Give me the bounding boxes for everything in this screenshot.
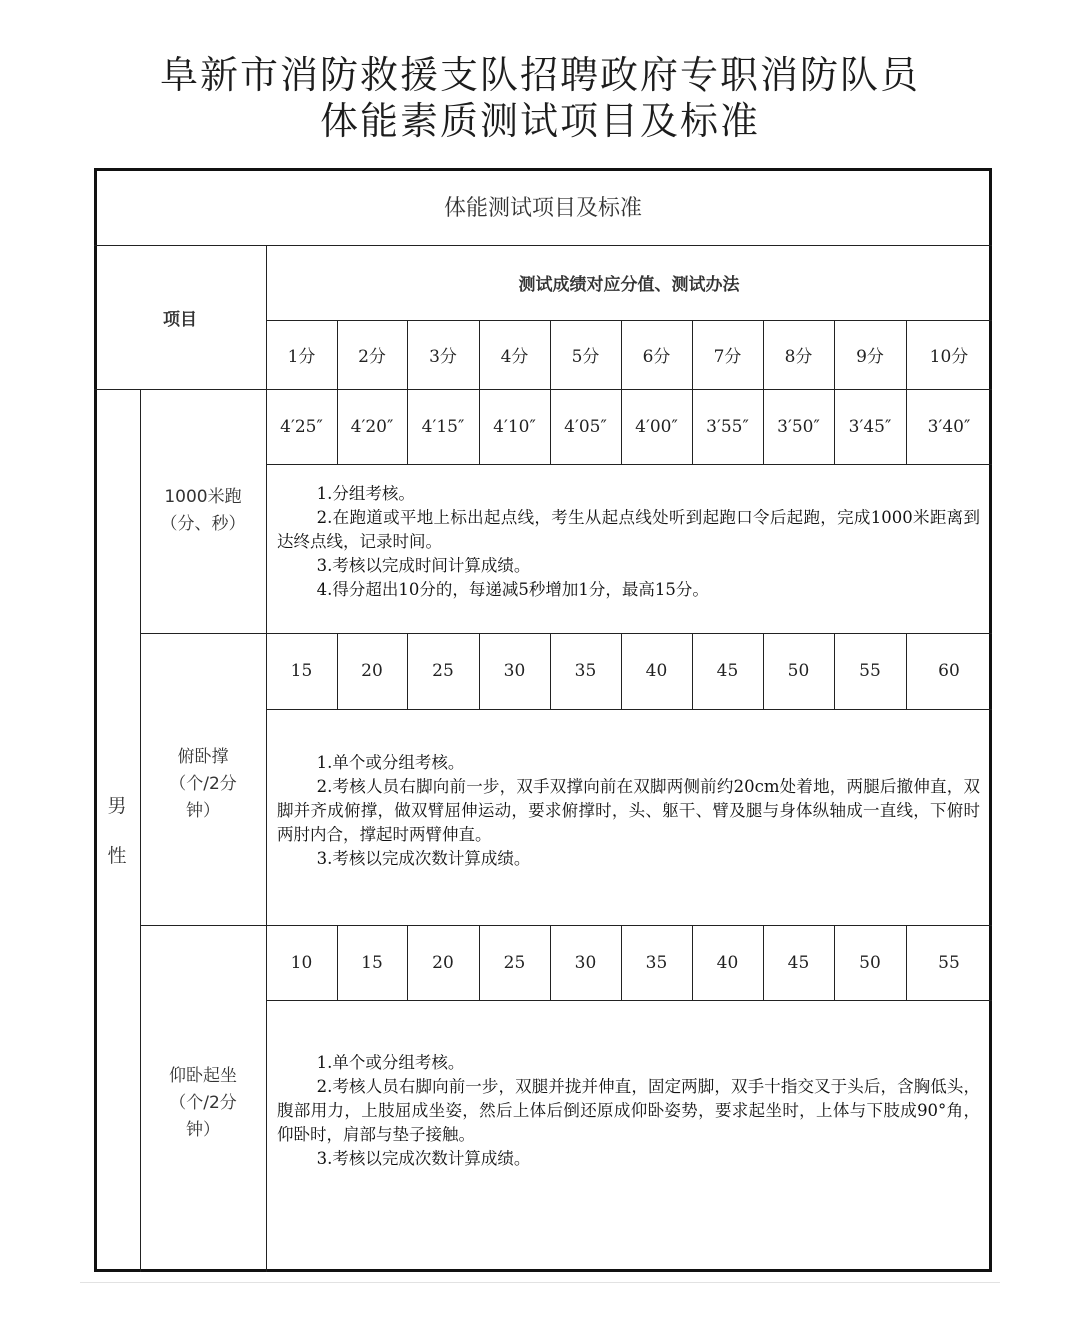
test-method-description	[267, 709, 990, 925]
score-column-line	[906, 320, 907, 389]
value-column-line	[906, 633, 907, 709]
gender-char: 性	[107, 844, 127, 867]
standard-value-cell: 3′50″	[777, 416, 820, 437]
item-name-line: 仰卧起坐	[169, 1066, 237, 1086]
value-column-line	[621, 925, 622, 1000]
standard-value-cell: 35	[645, 952, 668, 973]
standard-value-cell: 55	[938, 952, 960, 973]
method-step: 3.考核以完成次数计算成绩。	[316, 849, 531, 868]
standard-value-cell: 4′25″	[280, 416, 323, 437]
method-text	[277, 1051, 980, 1171]
value-column-line	[479, 389, 480, 464]
standard-value-cell: 4′15″	[421, 416, 465, 437]
method-step: 1.单个或分组考核。	[316, 753, 465, 772]
value-column-line	[550, 925, 551, 1000]
method-text	[277, 482, 980, 602]
standard-value-cell: 3′55″	[706, 416, 749, 437]
method-step: 3.考核以完成次数计算成绩。	[316, 1149, 531, 1168]
score-header-cell: 5分	[571, 347, 600, 367]
score-column-line	[834, 320, 835, 389]
gender-char: 男	[107, 794, 127, 817]
standard-value-cell: 15	[361, 952, 383, 973]
standard-value-cell: 30	[503, 661, 526, 681]
score-header-cell: 10分	[929, 347, 969, 367]
standard-value-cell: 15	[290, 661, 313, 681]
value-column-line	[834, 633, 835, 709]
score-header-cell: 4分	[500, 347, 529, 367]
score-header-cell: 2分	[358, 347, 386, 367]
value-column-line	[407, 925, 408, 1000]
score-method-header: 测试成绩对应分值、测试办法	[518, 275, 740, 295]
value-column-line	[337, 925, 338, 1000]
item-name-line: 钟）	[186, 1120, 220, 1140]
score-column-line	[763, 320, 764, 389]
method-text	[277, 751, 980, 871]
value-column-line	[763, 389, 764, 464]
score-header-cell: 9分	[856, 347, 884, 367]
item-name-line: 俯卧撑	[177, 746, 229, 767]
value-column-line	[692, 633, 693, 709]
document-title-line-1: 阜新市消防救援支队招聘政府专职消防队员	[159, 53, 920, 97]
standard-value-cell: 4′00″	[635, 416, 678, 437]
value-column-line	[550, 633, 551, 709]
score-column-line	[550, 320, 551, 389]
item-name	[140, 925, 266, 1272]
standard-value-cell: 25	[503, 952, 526, 973]
standard-value-cell: 35	[574, 661, 597, 681]
page-divider	[80, 1282, 1000, 1283]
standard-value-cell: 4′20″	[350, 416, 394, 437]
value-column-line	[407, 389, 408, 464]
standard-value-cell: 3′40″	[927, 416, 971, 437]
value-column-line	[337, 389, 338, 464]
item-name-line: （分、秒）	[160, 514, 246, 534]
value-column-line	[621, 633, 622, 709]
gender-label	[94, 389, 140, 1272]
standard-value-cell: 4′05″	[564, 416, 607, 437]
value-column-line	[692, 925, 693, 1000]
item-header: 项目	[163, 309, 197, 330]
standard-value-cell: 20	[361, 661, 383, 681]
score-column-line	[621, 320, 622, 389]
method-step: 2.考核人员右脚向前一步，双腿并拢并伸直，固定两脚，双手十指交叉于头后，含胸低头，腹部用力，上肢屈成坐姿，然后上体后倒还原成仰卧姿势，要求起坐时，上体与下肢成90°角，仰卧时，肩部与垫子接触。	[277, 1077, 980, 1144]
value-column-line	[479, 633, 480, 709]
method-step: 3.考核以完成时间计算成绩。	[316, 555, 531, 575]
score-header-cell: 7分	[713, 347, 742, 367]
value-column-line	[763, 633, 764, 709]
value-column-line	[906, 925, 907, 1000]
value-column-line	[337, 633, 338, 709]
value-column-line	[550, 389, 551, 464]
value-column-line	[763, 925, 764, 1000]
standard-value-cell: 55	[859, 661, 881, 681]
value-column-line	[906, 389, 907, 464]
score-column-line	[479, 320, 480, 389]
score-column-line	[337, 320, 338, 389]
score-header-cell: 8分	[784, 347, 813, 367]
method-step: 2.在跑道或平地上标出起点线，考生从起点线处听到起跑口令后起跑，完成1000米距离到达终点线，记录时间。	[277, 507, 980, 551]
score-header-cell: 1分	[287, 347, 316, 367]
method-step: 1.分组考核。	[316, 483, 415, 503]
standard-value-cell: 60	[938, 661, 960, 681]
standard-value-cell: 50	[787, 661, 810, 681]
standard-value-cell: 45	[787, 952, 810, 973]
standard-value-cell: 25	[432, 661, 454, 681]
value-column-line	[479, 925, 480, 1000]
score-column-line	[407, 320, 408, 389]
item-name-line: （个/2分	[169, 773, 237, 794]
standard-value-cell: 4′10″	[493, 416, 536, 437]
table-caption: 体能测试项目及标准	[443, 196, 642, 221]
item-name	[140, 633, 266, 925]
standard-value-cell: 45	[716, 661, 739, 681]
score-column-line	[692, 320, 693, 389]
method-step: 2.考核人员右脚向前一步，双手双撑向前在双脚两侧前约20cm处着地，两腿后撤伸直，双脚并齐成俯撑，做双臂屈伸运动，要求俯撑时，头、躯干、臂及腿与身体纵轴成一直线，下俯时两肘内合，撑起时两臂伸直。	[277, 777, 980, 844]
test-method-description	[267, 1000, 990, 1272]
method-step: 4.得分超出10分的，每递减5秒增加1分，最高15分。	[316, 579, 709, 599]
standard-value-cell: 40	[716, 952, 739, 973]
value-column-line	[621, 389, 622, 464]
standard-value-cell: 30	[574, 952, 597, 973]
standard-value-cell: 3′45″	[848, 416, 892, 437]
standard-value-cell: 50	[859, 952, 881, 973]
item-name	[140, 389, 266, 633]
score-header-cell: 3分	[429, 347, 457, 367]
item-name-line: （个/2分	[169, 1093, 237, 1113]
value-column-line	[692, 389, 693, 464]
value-column-line	[834, 925, 835, 1000]
value-column-line	[834, 389, 835, 464]
item-name-line: 钟）	[186, 800, 220, 821]
item-name-line: 1000米跑	[164, 487, 242, 507]
document-title-line-2: 体能素质测试项目及标准	[319, 99, 760, 143]
standard-value-cell: 40	[645, 661, 668, 681]
standard-value-cell: 10	[290, 952, 313, 973]
test-method-description	[267, 464, 990, 633]
score-header-cell: 6分	[642, 347, 671, 367]
standard-value-cell: 20	[432, 952, 454, 973]
value-column-line	[407, 633, 408, 709]
method-step: 1.单个或分组考核。	[316, 1053, 465, 1072]
